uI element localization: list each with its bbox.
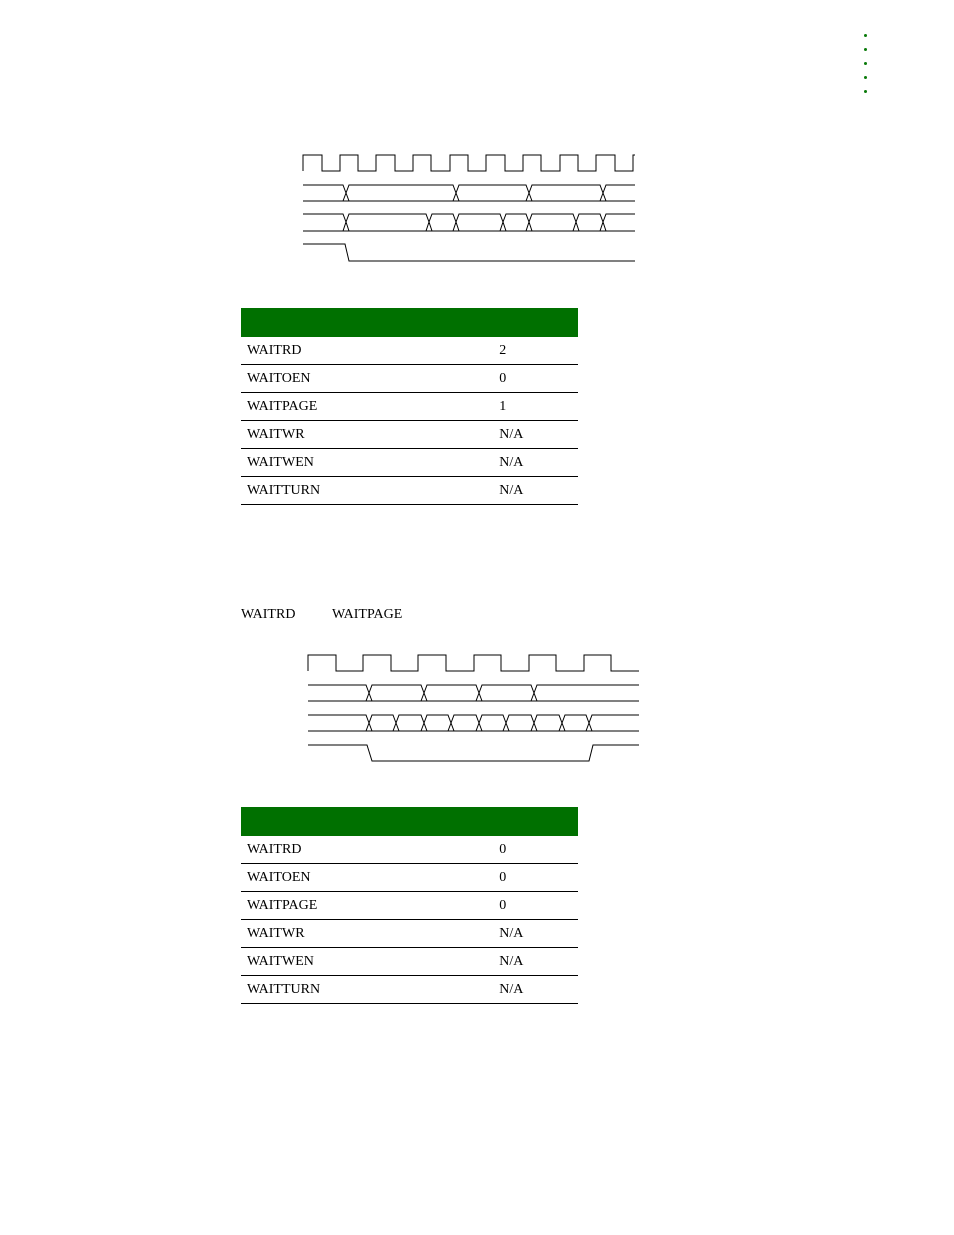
param-value: 0	[499, 864, 578, 892]
param-name: WAITPAGE	[241, 393, 499, 421]
param-value: N/A	[499, 421, 578, 449]
data-bus-signal	[308, 715, 639, 731]
param-name: WAITWEN	[241, 449, 499, 477]
table-row	[241, 920, 578, 948]
table-row	[241, 836, 578, 864]
param-value: N/A	[499, 920, 578, 948]
param-name: WAITRD	[241, 836, 499, 864]
param-name: WAITOEN	[241, 365, 499, 393]
param-name: WAITRD	[241, 337, 499, 365]
clock-signal	[308, 655, 639, 671]
label-waitpage: WAITPAGE	[332, 607, 403, 622]
param-name: WAITOEN	[241, 864, 499, 892]
param-value: 0	[499, 892, 578, 920]
param-value: 1	[499, 393, 578, 421]
table-row	[241, 948, 578, 976]
param-value: N/A	[499, 976, 578, 1004]
param-value: N/A	[499, 477, 578, 505]
param-name: WAITTURN	[241, 976, 499, 1004]
param-name: WAITWR	[241, 421, 499, 449]
table-header-row	[241, 807, 578, 836]
param-value: N/A	[499, 449, 578, 477]
table-row	[241, 976, 578, 1004]
param-value: 0	[499, 365, 578, 393]
param-name: WAITWEN	[241, 948, 499, 976]
param-value: N/A	[499, 948, 578, 976]
wait-parameters-table-2	[241, 807, 578, 1004]
param-name: WAITWR	[241, 920, 499, 948]
param-name: WAITPAGE	[241, 892, 499, 920]
param-name: WAITTURN	[241, 477, 499, 505]
param-value: 0	[499, 836, 578, 864]
chip-select-signal	[308, 745, 639, 761]
table-row	[241, 892, 578, 920]
label-waitrd: WAITRD	[241, 607, 296, 622]
table-row	[241, 864, 578, 892]
address-bus-signal	[308, 685, 639, 701]
param-value: 2	[499, 337, 578, 365]
